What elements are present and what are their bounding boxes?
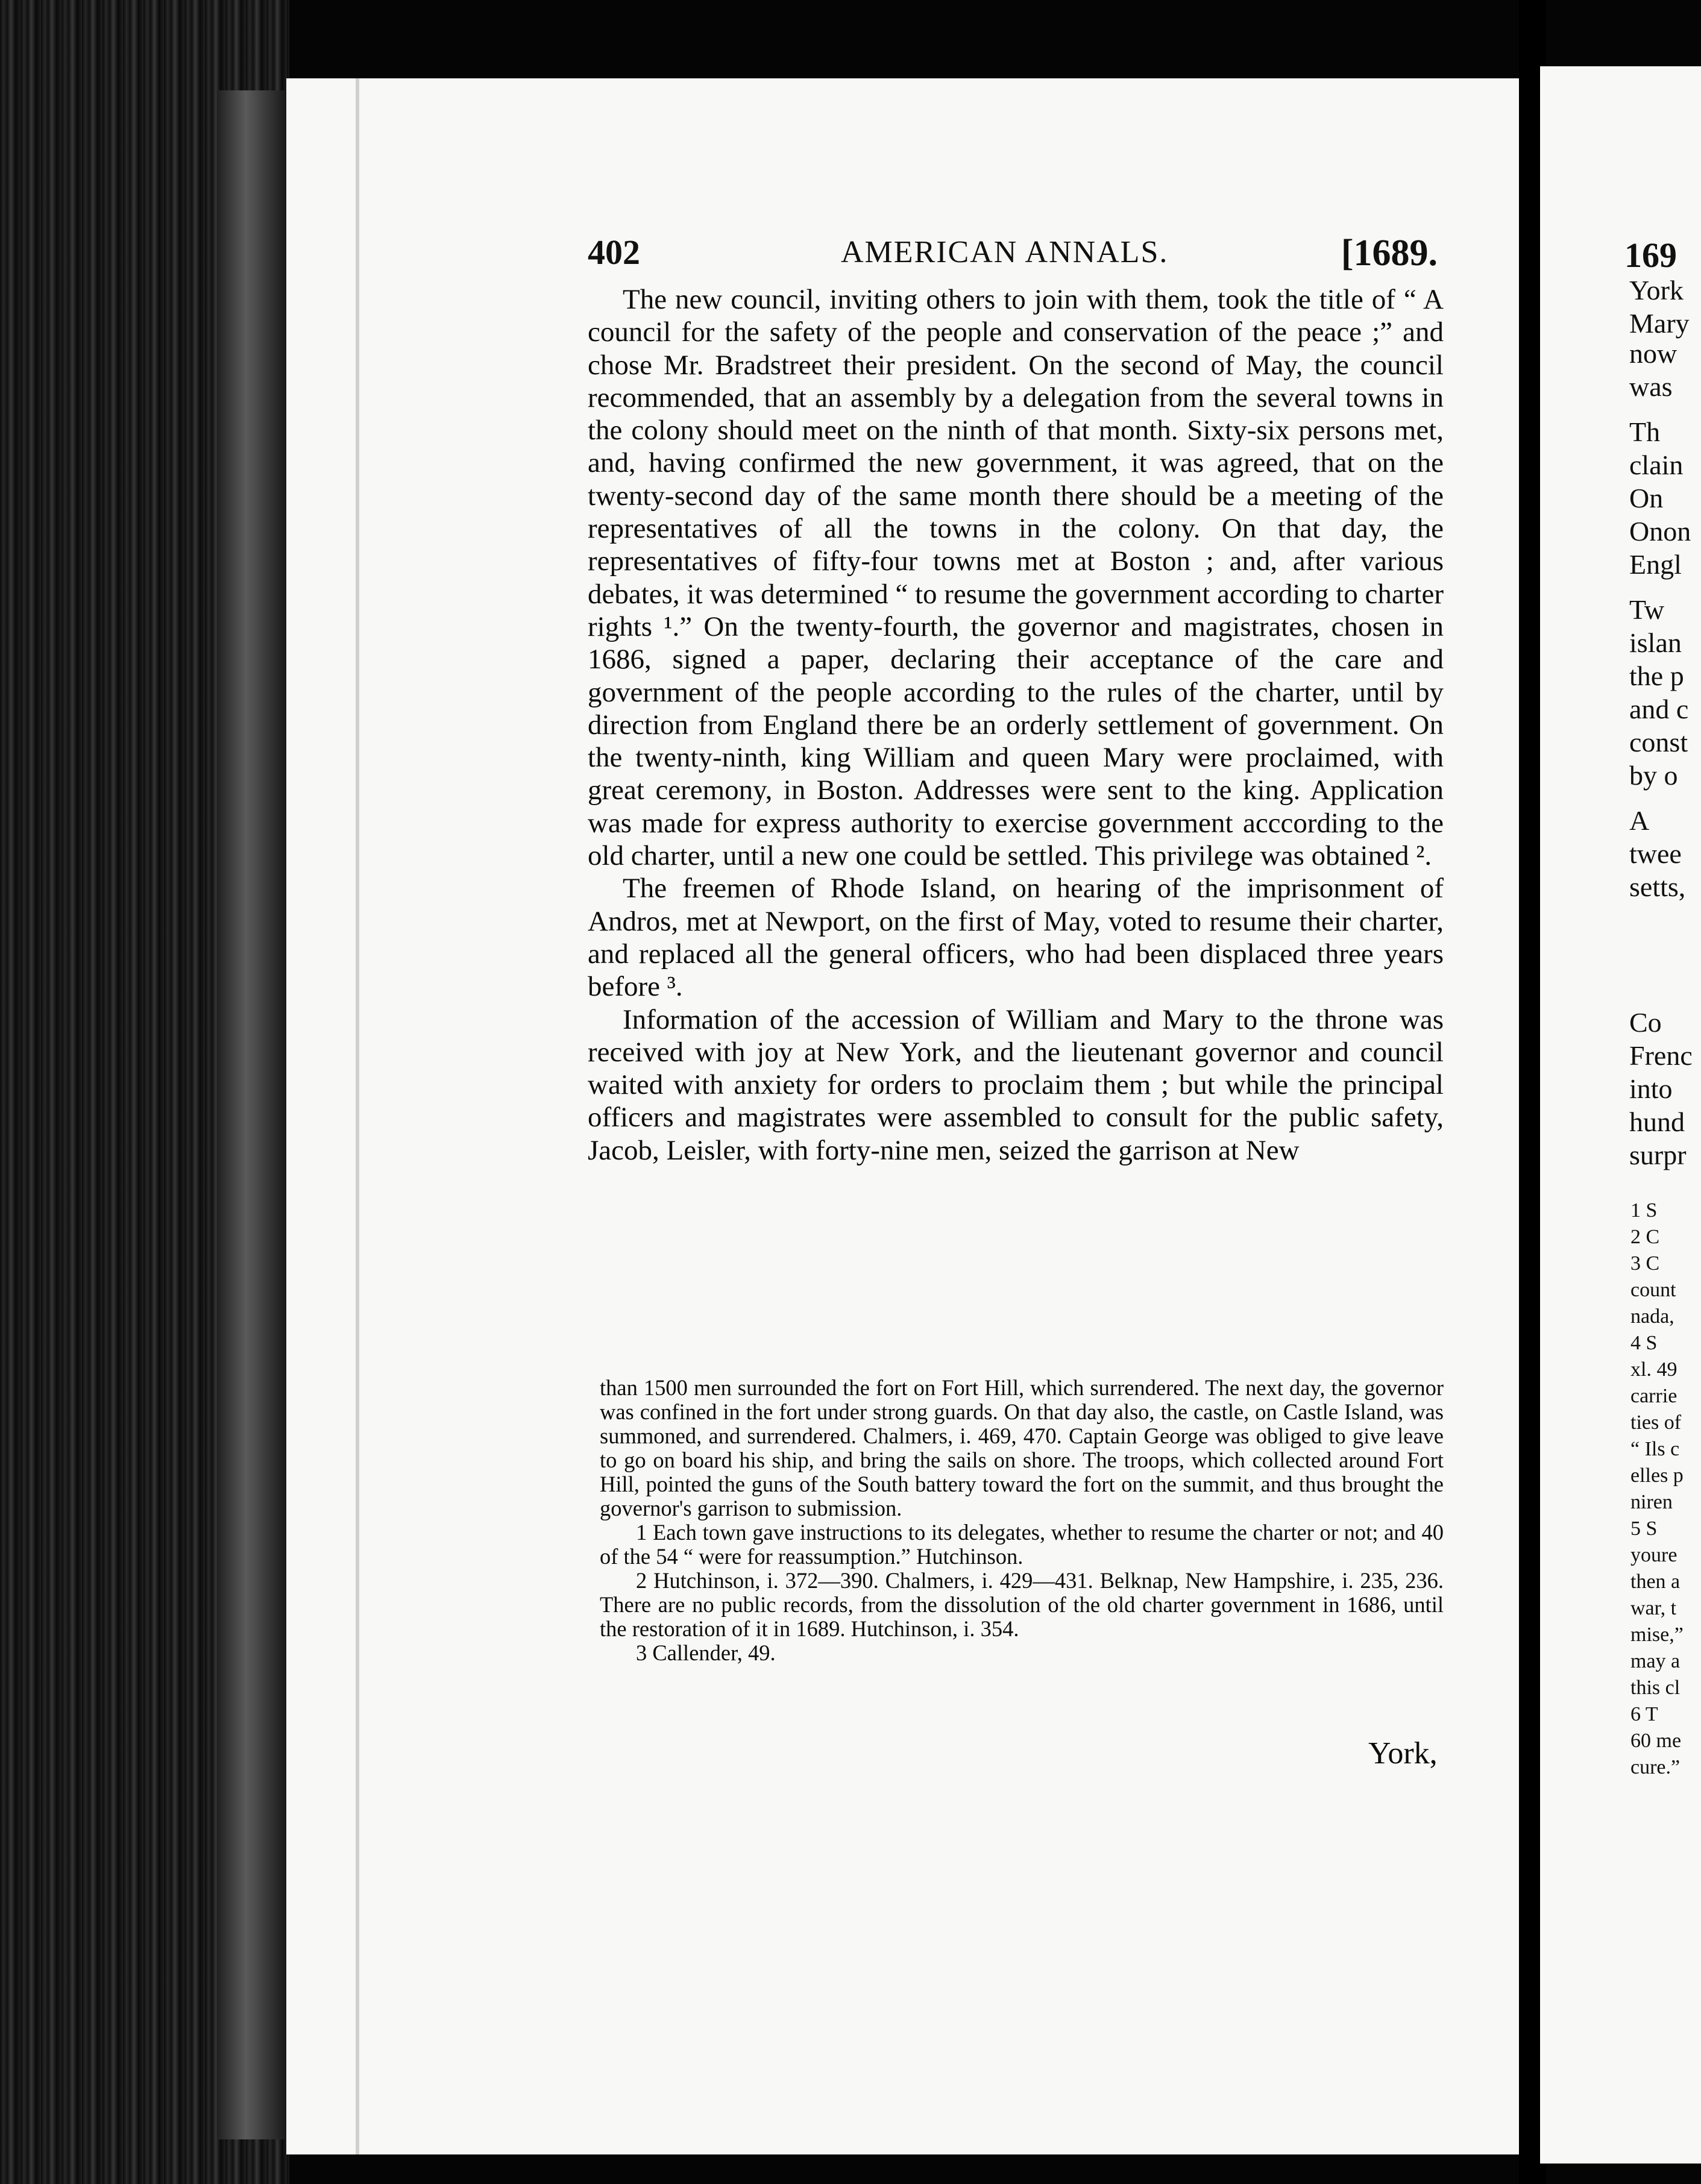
main-text — [588, 283, 1444, 1167]
right-page-note: war, t — [1630, 1597, 1677, 1619]
right-page-line: On — [1629, 483, 1664, 513]
right-page-note: niren — [1630, 1491, 1673, 1513]
right-page-line: setts, — [1629, 871, 1686, 902]
right-page-note: may a — [1630, 1650, 1681, 1672]
footnotes — [600, 1376, 1444, 1665]
footnote: 1 Each town gave instructions to its delegates, whether to resume the charter or not; and 40 of the 54 “ were for reassumption.” Hutchinson. — [600, 1520, 1444, 1569]
header-year: [1689. — [1341, 233, 1438, 274]
right-page-line: now — [1629, 338, 1677, 369]
right-page-line: twee — [1629, 838, 1682, 869]
paragraph: The freemen of Rhode Island, on hearing of the imprisonment of Andros, met at Newport, on the first of May, voted to resume their charter, and replaced all the general officers, who had been displaced three years before ³. — [588, 873, 1444, 1003]
right-page-line: hund — [1629, 1106, 1685, 1137]
right-page-line: and c — [1629, 694, 1689, 724]
paragraph: Information of the accession of William and Mary to the throne was received with joy at New York, and the lieutenant governor and council waited with anxiety for orders to proclaim them ; but while the principal officers and magistrates were assembled to consult for the public safety, Jacob, Leisler, with forty-nine men, seized the garrison at New — [588, 1003, 1444, 1166]
right-page-line: was — [1629, 371, 1673, 402]
right-page-line: Onon — [1629, 516, 1691, 547]
right-page-note: 6 T — [1630, 1703, 1658, 1725]
right-page-line: clain — [1629, 450, 1684, 480]
right-page-note: 1 S — [1630, 1199, 1658, 1222]
right-page-note: count — [1630, 1279, 1676, 1301]
footnote-continuation: than 1500 men surrounded the fort on Fort Hill, which surrendered. The next day, the governor was confined in the fort under strong guards. On that day also, the castle, on Castle Island, was summoned, and surrendered. Chalmers, i. 469, 470. Captain George was obliged to give leave to go on board his ship, and bring the sails on shore. The troops, which collected around Fort Hill, pointed the guns of the South battery toward the fort on the summit, and thus brought the governor's garrison to submission. — [600, 1375, 1444, 1520]
right-page-note: youre — [1630, 1544, 1677, 1566]
right-page-line: Th — [1629, 416, 1661, 447]
catchword: York, — [1368, 1736, 1438, 1771]
footnote: 2 Hutchinson, i. 372—390. Chalmers, i. 429—431. Belknap, New Hampshire, i. 235, 236. There are no public records, from the dissolution of the old charter government in 1686, until the restoration of it in 1689. Hutchinson, i. 354. — [600, 1568, 1444, 1641]
right-page-note: then a — [1630, 1571, 1681, 1593]
right-page-note: nada, — [1630, 1305, 1674, 1328]
running-title: AMERICAN ANNALS. — [841, 235, 1169, 269]
right-page-note: ties of — [1630, 1411, 1682, 1434]
right-page-note: mise,” — [1630, 1624, 1684, 1646]
right-page-line: surpr — [1629, 1140, 1687, 1170]
right-page-note: xl. 49 — [1630, 1358, 1677, 1381]
right-page-note: 5 S — [1630, 1517, 1658, 1540]
right-page-note: cure.” — [1630, 1756, 1681, 1778]
right-page-fragment — [1540, 66, 1701, 2164]
right-page-line: const — [1629, 727, 1688, 758]
right-page-line: Co — [1629, 1007, 1662, 1038]
page-fold-line — [356, 78, 359, 2154]
right-page-line: Engl — [1629, 549, 1682, 580]
right-page-line: Frenc — [1629, 1040, 1693, 1071]
right-page-line: islan — [1629, 627, 1682, 658]
right-page-line: York — [1629, 275, 1684, 306]
right-page-note: “ Ils c — [1630, 1438, 1680, 1460]
right-page-line: Mary — [1629, 308, 1690, 339]
page-number: 402 — [588, 233, 640, 272]
paragraph: The new council, inviting others to join with them, took the title of “ A council for the safety of the people and conservation of the peace ;” and chose Mr. Bradstreet their president. On the second of May, the council recommended, that an assembly by a delegation from the several towns in the colony should meet on the ninth of that month. Sixty-six persons met, and, having confirmed the new government, it was agreed, that on the twenty-second day of the same month there should be a meeting of the representatives of all the towns in the colony. On that day, the representatives of fifty-four towns met at Boston ; and, after various debates, it was determined “ to resume the government according to charter rights ¹.” On the twenty-fourth, the governor and magistrates, chosen in 1686, signed a paper, declaring their acceptance of the care and government of the people according to the rules of the charter, until by direction from England there be an orderly settlement of government. On the twenty-ninth, king William and queen Mary were proclaimed, with great ceremony, in Boston. Addresses were sent to the king. Application was made for express authority to exercise government acccording to the old charter, until a new one could be settled. This privilege was obtained ². — [588, 284, 1444, 872]
right-page-line: into — [1629, 1073, 1673, 1104]
right-page-note: 60 me — [1630, 1730, 1682, 1752]
right-page-year: 169 — [1624, 236, 1677, 275]
page-stack-edge — [217, 90, 289, 2139]
right-page-note: elles p — [1630, 1464, 1684, 1487]
footnote: 3 Callender, 49. — [636, 1640, 776, 1665]
right-page-line: the p — [1629, 661, 1684, 691]
right-page-note: this cl — [1630, 1677, 1681, 1699]
right-page-note: 2 C — [1630, 1226, 1660, 1248]
right-page-line: by o — [1629, 760, 1678, 791]
page-header — [588, 232, 1438, 280]
right-page-line: Tw — [1629, 594, 1665, 625]
right-page-note: 4 S — [1630, 1332, 1658, 1354]
right-page-note: 3 C — [1630, 1252, 1660, 1275]
right-page-line: A — [1629, 805, 1650, 836]
right-page-note: carrie — [1630, 1385, 1677, 1407]
